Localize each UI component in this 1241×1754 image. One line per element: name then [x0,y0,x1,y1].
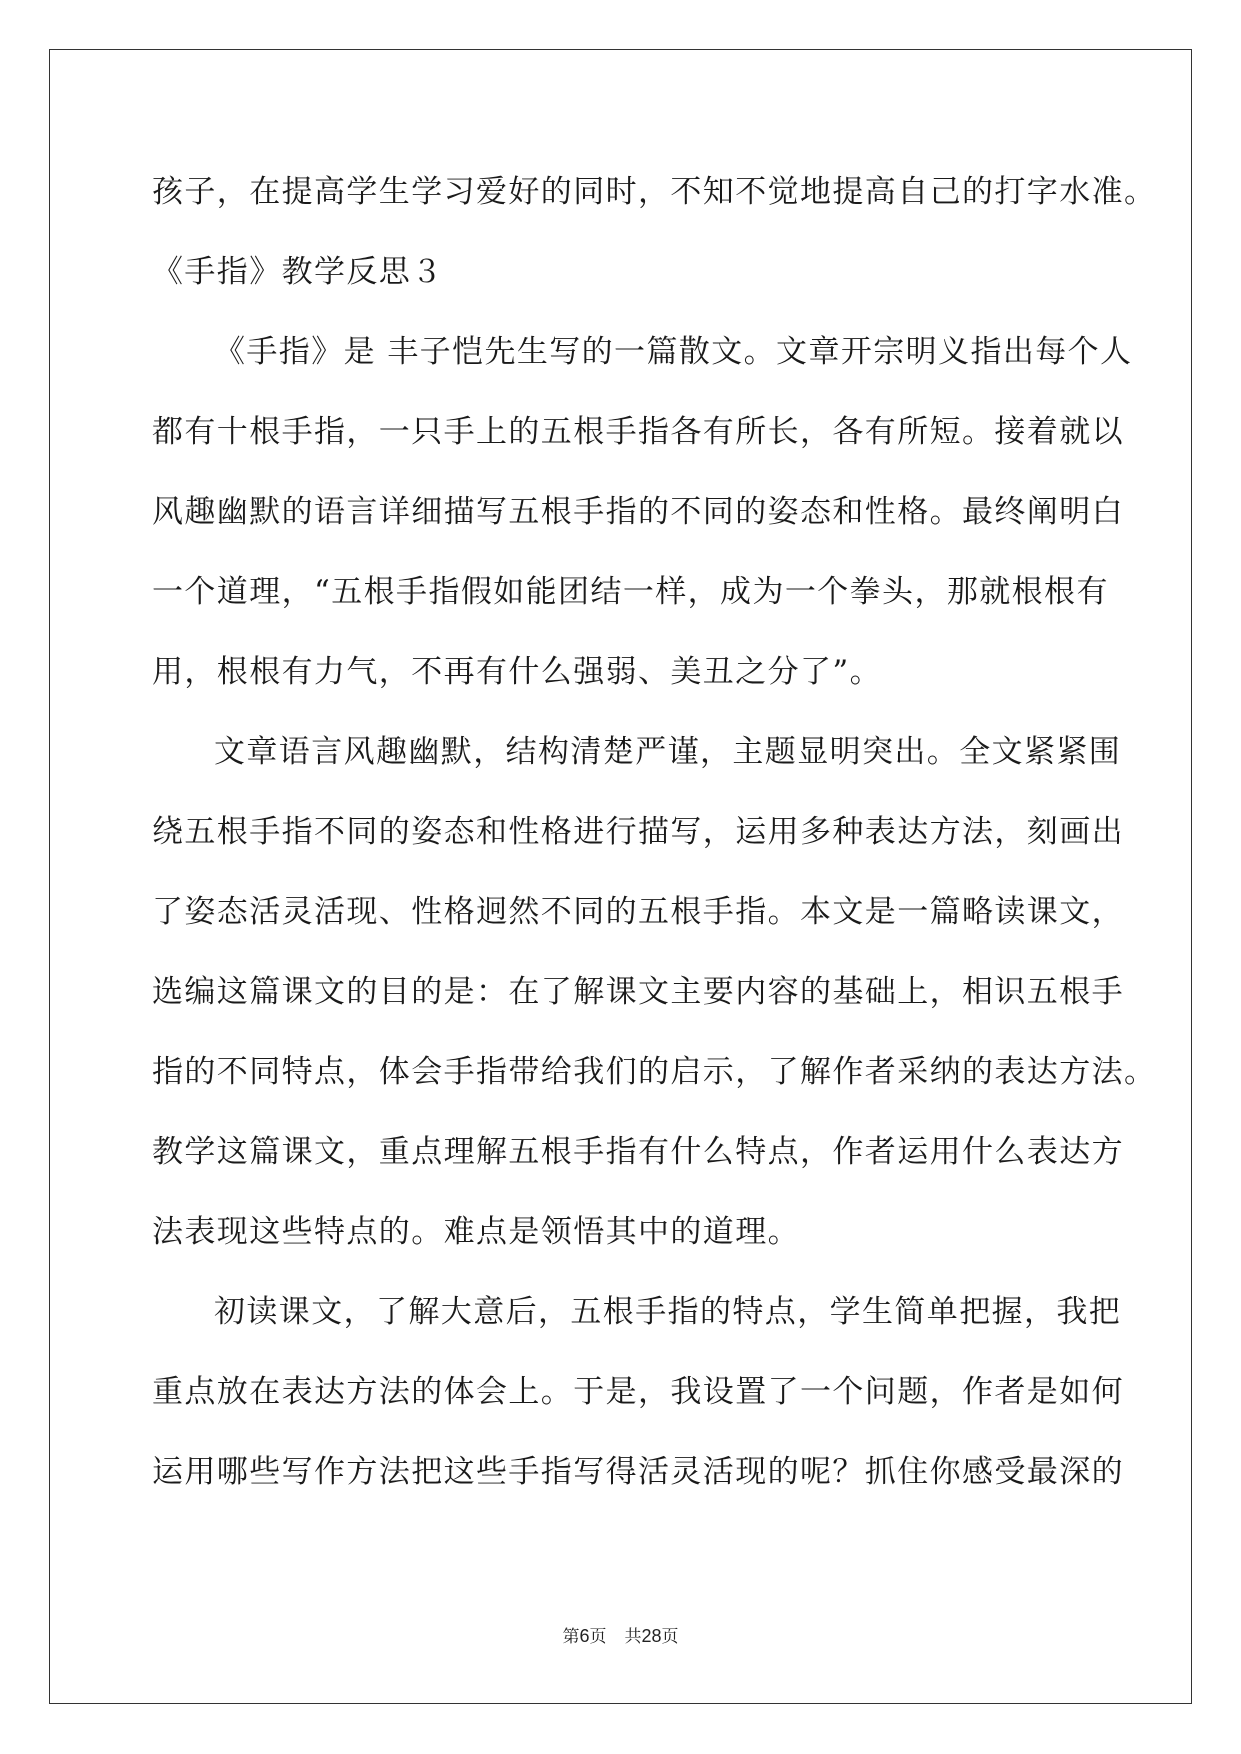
paragraph-line: 绕五根手指不同的姿态和性格进行描写，运用多种表达方法，刻画出 [152,814,1124,850]
section-heading: 《手指》教学反思３ [152,254,444,290]
paragraph-line: 文章语言风趣幽默，结构清楚严谨，主题显明突出。全文紧紧围 [214,734,1122,770]
page-prefix: 第 [562,1627,580,1647]
total-prefix: 共 [624,1627,642,1647]
page-total: 28 [641,1626,662,1646]
paragraph-line: 用，根根有力气，不再有什么强弱、美丑之分了”。 [152,654,883,690]
page-number: 6 [579,1626,590,1646]
page-footer [0,1622,1241,1647]
paragraph-line: 《手指》是 丰子恺先生写的一篇散文。文章开宗明义指出每个人 [214,334,1133,370]
paragraph-line: 运用哪些写作方法把这些手指写得活灵活现的呢？抓住你感受最深的 [152,1454,1124,1490]
paragraph-line: 风趣幽默的语言详细描写五根手指的不同的姿态和性格。最终阐明白 [152,494,1124,530]
paragraph-line: 教学这篇课文，重点理解五根手指有什么特点，作者运用什么表达方 [152,1134,1124,1170]
text-line: 孩子，在提高学生学习爱好的同时，不知不觉地提高自己的打字水准。 [152,174,1157,210]
total-suffix: 页 [661,1627,679,1647]
page-suffix: 页 [589,1627,607,1647]
paragraph-line: 重点放在表达方法的体会上。于是，我设置了一个问题，作者是如何 [152,1374,1124,1410]
paragraph-line: 指的不同特点，体会手指带给我们的启示，了解作者采纳的表达方法。 [152,1054,1157,1090]
document-body [152,152,1157,1512]
paragraph-line: 一个道理，“五根手指假如能团结一样，成为一个拳头，那就根根有 [152,574,1109,610]
paragraph-line: 初读课文，了解大意后，五根手指的特点，学生简单把握，我把 [214,1294,1122,1330]
paragraph-line: 都有十根手指，一只手上的五根手指各有所长，各有所短。接着就以 [152,414,1124,450]
paragraph-line: 法表现这些特点的。难点是领悟其中的道理。 [152,1214,800,1250]
paragraph-line: 了姿态活灵活现、性格迥然不同的五根手指。本文是一篇略读课文， [152,894,1124,930]
paragraph-line: 选编这篇课文的目的是：在了解课文主要内容的基础上，相识五根手 [152,974,1124,1010]
